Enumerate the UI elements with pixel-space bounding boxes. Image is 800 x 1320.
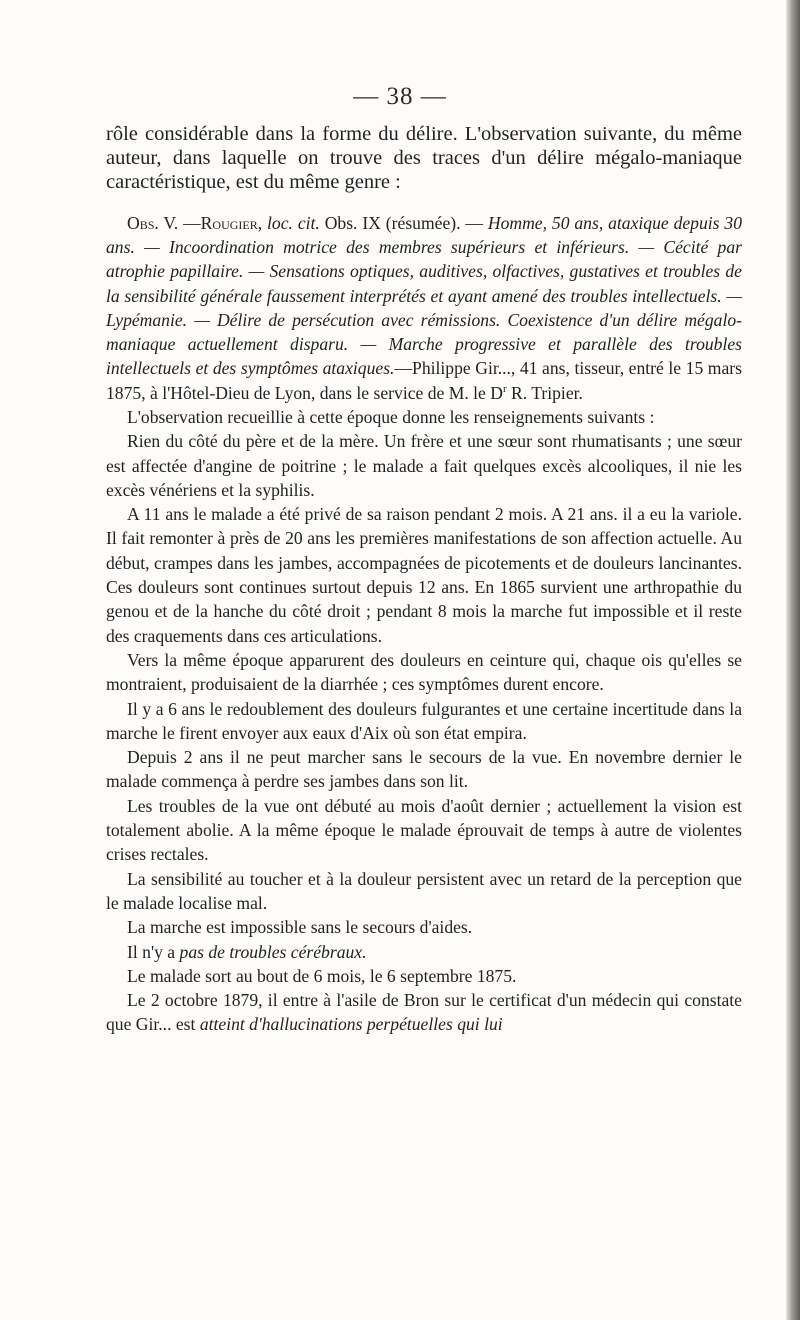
observation-header: Obs. V. —Rougier, loc. cit. Obs. IX (résumée). — Homme, 50 ans, ataxique depuis 30 ans. — Incoordination motrice des membres supérieurs et inférieurs. — Cécité par atrophie papillaire. — Sensations optiques, auditives, olfactives, gustatives et troubles de la sensibilité générale faussement interprétés et ayant amené des troubles intellectuels. — Lypémanie. — Délire de persécution avec rémissions. Coexistence d'un délire mégalo-maniaque actuellement disparu. — Marche progressive et parallèle des troubles intellectuels et des symptômes ataxiques.—Philippe Gir..., 41 ans, tisseur, entré le 15 mars 1875, à l'Hôtel-Dieu de Lyon, dans le service de M. le $D^r$ R. Tripier.	[106, 212, 743, 403]
obs-label: Obs. V.	[127, 212, 179, 233]
obs-paragraph-2: Rien du côté du père et de la mère. Un frère et une sœur sont rhumatisants ; une sœur est affectée d'angine de poitrine ; le malade a fait quelques excès alcooliques, il nie les excès vénériens et la syphilis.	[106, 431, 742, 500]
obs-paragraph-7: Les troubles de la vue ont débuté au mois d'août dernier ; actuellement la vision est totalement abolie. A la même époque le malade éprouvait de temps à autre de violentes crises rectales.	[106, 795, 742, 865]
obs-paragraph-11: Le malade sort au bout de 6 mois, le 6 septembre 1875.	[127, 965, 517, 986]
obs-paragraph-3: A 11 ans le malade a été privé de sa raison pendant 2 mois. A 21 ans. il a eu la variole. Il fait remonter à près de 20 ans les premières manifestations de son affection actuelle. Au début, crampes dans les jambes, accompagnées de picotements et de douleurs lancinantes. Ces douleurs sont continues surtout depuis 12 ans. En 1865 survient une arthropathie du genou et de la hanche du côté droit ; pendant 8 mois la marche fut impossible et il reste des craquements dans ces articulations.	[106, 504, 742, 646]
last-pre: Le 2 octobre 1879, il entre à l'asile de Bron sur le certificat d'un médecin qui constate que Gir... est	[106, 990, 742, 1035]
patient-sup: r	[502, 382, 507, 395]
obs-paragraph-12	[106, 988, 742, 1037]
obs-paragraph-10	[106, 940, 742, 964]
obs-author: Rougier	[200, 212, 258, 233]
observation-section	[106, 211, 742, 1037]
obs-paragraph-5: Il y a 6 ans le redoublement des douleurs fulgurantes et une certaine incertitude dans la marche le firent envoyer aux eaux d'Aix où son état empira.	[106, 698, 742, 743]
page-number: — 38 —	[353, 83, 447, 110]
obs-title: Homme, 50 ans, ataxique depuis 30 ans. — Incoordination motrice des membres supérieurs et inférieurs. — Cécité par atrophie papillaire. — Sensations optiques, auditives, olfactives, gustatives et troubles de la sensibilité générale faussement interprétés et ayant amené des troubles intellectuels. — Lypémanie. — Délire de persécution avec rémissions. Coexistence d'un délire mégalo-maniaque actuellement disparu. — Marche progressive et parallèle des troubles intellectuels et des symptômes ataxiques.	[106, 212, 742, 379]
patient-pre: —Philippe Gir..., 41 ans, tisseur, entré le 15 mars 1875, à l'Hôtel-Dieu de Lyon, dans le service de M. le D	[106, 358, 743, 403]
obs-paragraph-8: La sensibilité au toucher et à la douleur persistent avec un retard de la perception que le malade localise mal.	[106, 868, 742, 913]
last-italic: atteint d'hallucinations perpétuelles qui lui	[199, 1014, 503, 1035]
obs-paragraph-9: La marche est impossible sans le secours d'aides.	[127, 917, 473, 938]
obs-paragraph-1: L'observation recueillie à cette époque donne les renseignements suivants :	[127, 406, 655, 427]
patient-post: R. Tripier.	[506, 382, 583, 403]
no-troubles-pre: Il n'y a	[127, 941, 180, 962]
obs-reference-rest: Obs. IX (résumée). —	[319, 212, 483, 233]
obs-paragraph-6: Depuis 2 ans il ne peut marcher sans le secours de la vue. En novembre dernier le malade commença à perdre ses jambes dans son lit.	[106, 747, 742, 792]
page-edge-shadow	[786, 0, 800, 1320]
obs-reference: loc. cit.	[267, 212, 320, 233]
body-text	[106, 122, 742, 1037]
obs-dash: —	[178, 212, 201, 233]
intro-paragraph: rôle considérable dans la forme du délire. L'observation suivante, du même auteur, dans laquelle on trouve des traces d'un délire mégalo-maniaque caractéristique, est du même genre :	[106, 123, 742, 194]
obs-paragraph-4: Vers la même époque apparurent des douleurs en ceinture qui, chaque ois qu'elles se montraient, produisaient de la diarrhée ; ces symptômes durent encore.	[106, 649, 742, 695]
no-troubles-italic: pas de troubles cérébraux.	[179, 941, 367, 962]
intro-section	[106, 122, 742, 195]
